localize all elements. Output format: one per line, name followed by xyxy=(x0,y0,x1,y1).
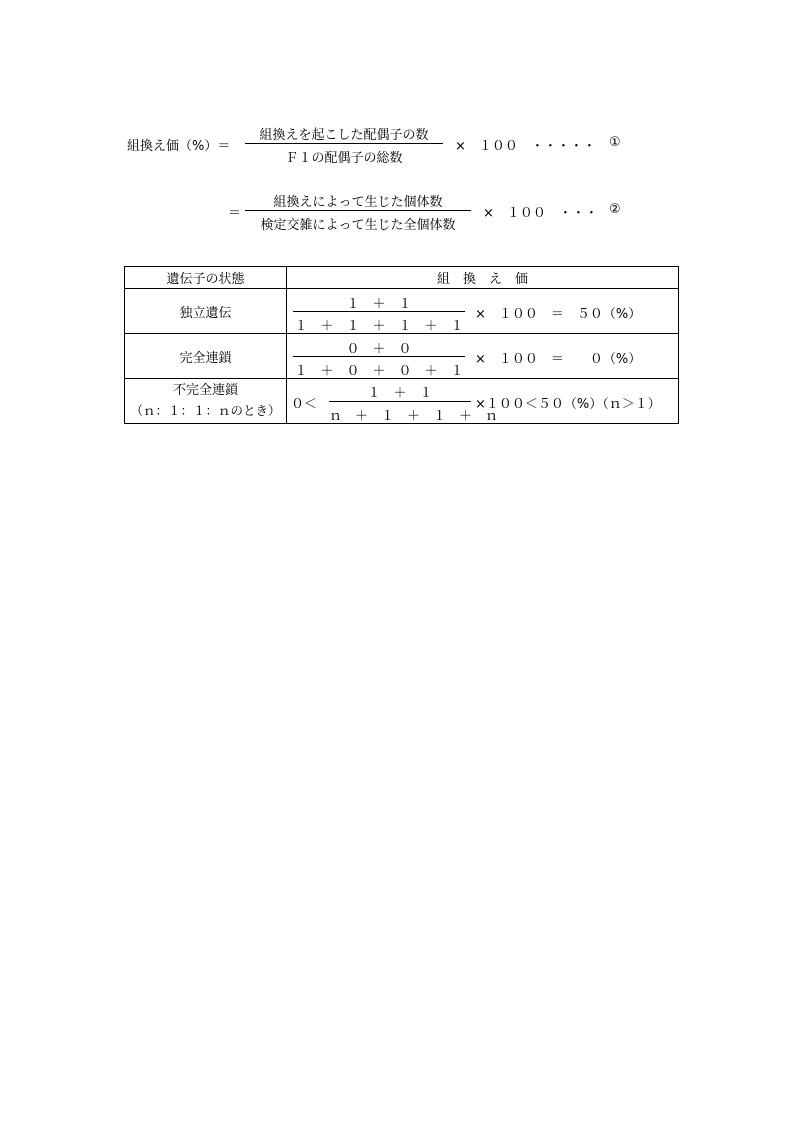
table-row xyxy=(125,334,679,379)
row-formula-cell xyxy=(287,289,679,334)
formula-1-lhs: 組換え価（%）＝ xyxy=(127,139,231,154)
row-prefix: ０＜ xyxy=(291,397,318,412)
formula-1-numerator: 組換えを起こした配偶子の数 xyxy=(259,128,429,143)
row-numerator: ０ ＋ ０ xyxy=(346,342,412,357)
formula-1-fraction-bar xyxy=(245,143,443,144)
row-state-cell xyxy=(125,289,287,334)
row-state-label: 完全連鎖 xyxy=(179,350,232,366)
row-result: × １００ ＝ ５０（%） xyxy=(475,307,642,322)
row-state-condition: （ｎ：１：１：ｎのとき） xyxy=(130,403,281,418)
header-gene-state: 遺伝子の状態 xyxy=(125,267,287,289)
table-row xyxy=(125,379,679,424)
row-numerator: １ ＋ １ xyxy=(367,386,433,401)
row-state-label: 不完全連鎖 xyxy=(172,383,238,398)
row-state-label: 独立遺伝 xyxy=(179,305,232,321)
recombination-table xyxy=(124,266,679,424)
row-fraction-bar xyxy=(293,356,465,357)
row-denominator: １ ＋ ０ ＋ ０ ＋ １ xyxy=(294,364,464,379)
row-fraction-bar xyxy=(329,401,471,402)
formula-1-multiplier: × １００ ・・・・・ xyxy=(455,139,596,154)
table-header-row xyxy=(125,267,679,289)
formula-1-denominator: Ｆ１の配偶子の総数 xyxy=(285,151,403,166)
header-recombination-value: 組 換 え 価 xyxy=(287,267,679,289)
row-fraction-bar xyxy=(293,311,465,312)
formula-2-denominator: 検定交雑によって生じた全個体数 xyxy=(260,218,456,233)
formula-2-multiplier: × １００ ・・・ xyxy=(483,206,598,221)
row-result: ×１００＜５０（%）（ｎ＞１） xyxy=(475,397,661,412)
table-row xyxy=(125,289,679,334)
formula-2-lhs: ＝ xyxy=(228,206,242,221)
row-result: × １００ ＝ ０（%） xyxy=(475,352,642,367)
row-numerator: １ ＋ １ xyxy=(346,297,412,312)
formula-2-numerator: 組換えによって生じた個体数 xyxy=(273,195,443,210)
formula-2-marker: ② xyxy=(609,202,621,217)
row-formula-cell xyxy=(287,334,679,379)
row-state-cell xyxy=(125,334,287,379)
formula-1-marker: ① xyxy=(609,135,621,150)
row-state-cell xyxy=(125,379,287,424)
formula-2-fraction-bar xyxy=(245,210,471,211)
row-formula-cell xyxy=(287,379,679,424)
row-denominator: １ ＋ １ ＋ １ ＋ １ xyxy=(294,319,464,334)
row-denominator: ｎ ＋ １ ＋ １ ＋ ｎ xyxy=(329,409,499,424)
